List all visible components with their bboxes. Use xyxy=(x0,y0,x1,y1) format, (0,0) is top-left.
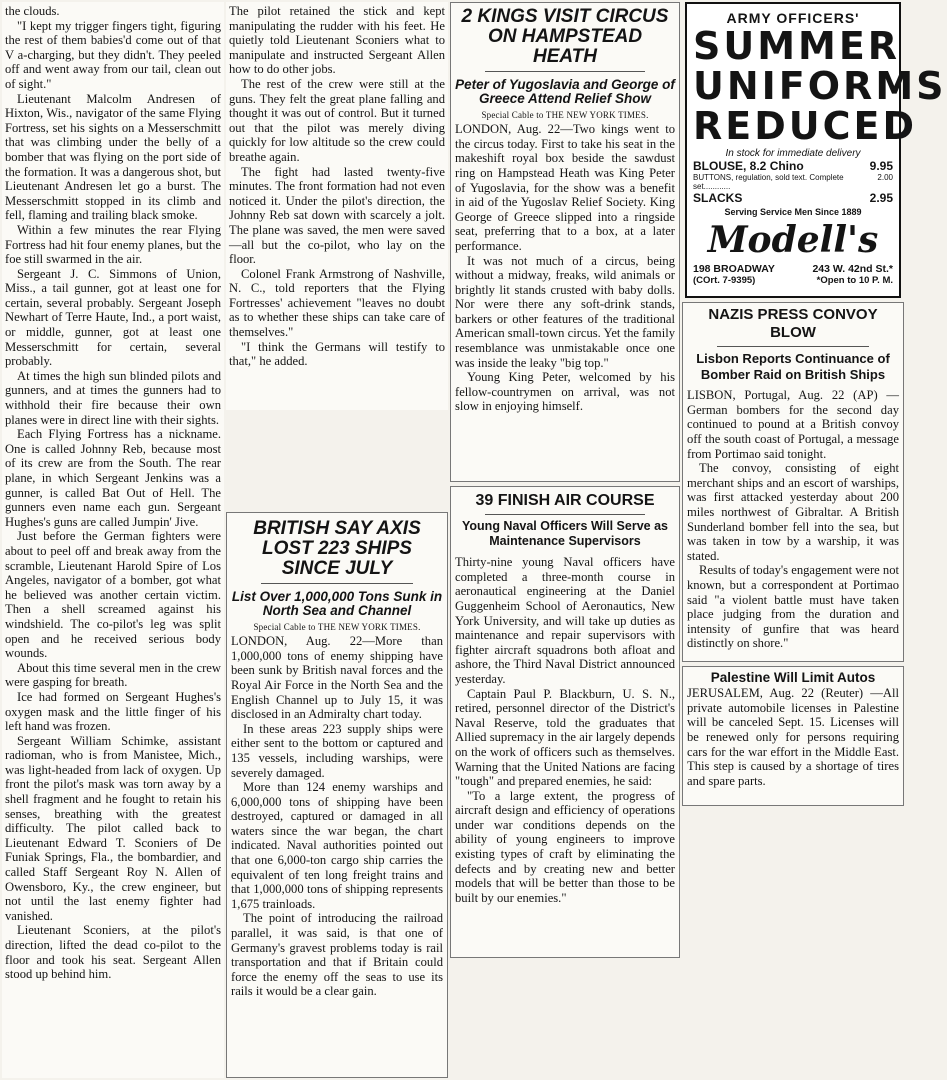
axis-dateline: Special Cable to THE NEW YORK TIMES. xyxy=(253,622,421,633)
ad-phone: (COrt. 7-9395) xyxy=(693,275,756,286)
ad-stock-note: In stock for immediate delivery xyxy=(725,148,861,159)
ad-slacks-label: SLACKS xyxy=(693,191,743,205)
paragraph: Within a few minutes the rear Flying Fortress had hit four enemy planes, but the foe still swarmed in the air. xyxy=(5,222,221,267)
kings-headline: 2 KINGS VISIT CIRCUS ON HAMPSTEAD HEATH xyxy=(461,6,669,67)
ad-slacks-price: 2.95 xyxy=(869,191,893,205)
paragraph: LONDON, Aug. 22—More than 1,000,000 tons of enemy shipping have been sunk by British naval forces and the Royal Air Force in the North Sea and the English Channel up to July 15, it was disclosed in an Admiralty chart today. xyxy=(231,634,443,722)
kings-article xyxy=(450,2,680,482)
palestine-headline: Palestine Will Limit Autos xyxy=(710,670,876,685)
paragraph: Results of today's engagement were not known, but a correspondent at Portimao said "a violent battle must have taken place judging from the duration and intensity of gunfire that was heard distinctly on shore." xyxy=(687,563,899,651)
ad-buttons-price: 2.00 xyxy=(877,173,893,182)
paragraph: At times the high sun blinded pilots and gunners, and at times the gunners had to withhold their fire because their own planes were in direct line with their sights. xyxy=(5,368,221,427)
ad-address-row xyxy=(693,263,893,275)
paragraph: "I think the Germans will testify to that," he added. xyxy=(229,339,445,369)
paragraph: JERUSALEM, Aug. 22 (Reuter) —All private automobile licenses in Palestine will be canceled Sept. 15. Licenses will be renewed only for persons requiring cars for the war effort in the Middle East. This step is caused by a shortage of tires and spare parts. xyxy=(687,686,899,788)
axis-headline: BRITISH SAY AXIS LOST 223 SHIPS SINCE JULY xyxy=(253,518,421,579)
divider xyxy=(261,583,413,584)
paragraph: Thirty-nine young Naval officers have completed a three-month course in aeronautical engineering at the Daniel Guggenheim School of Aeronautics, New York University, and will take up duties as maintenance and repair supervisors with fighter aircraft squadrons both afloat and ashore, the Third Naval District announced yesterday. xyxy=(455,555,675,686)
axis-body xyxy=(231,634,443,999)
divider xyxy=(485,514,645,515)
ad-address-right: 243 W. 42nd St.* xyxy=(812,263,893,275)
ad-slacks-row xyxy=(693,191,893,205)
paragraph: Sergeant J. C. Simmons of Union, Miss., a tail gunner, got at least one for certain, several probably. Sergeant Joseph Newhart of Terre Haute, Ind., a port waist, or middle, gunner, got at least one Messerschmitt for certain, several probably. xyxy=(5,266,221,369)
ad-blouse-label: BLOUSE, 8.2 Chino xyxy=(693,159,804,173)
paragraph: The rest of the crew were still at the guns. They felt the great plane falling and thought it was out of control. But it turned out that the pilot was merely diving quickly for low altitude so the crew could breathe again. xyxy=(229,76,445,164)
ad-blouse-row xyxy=(693,159,893,173)
paragraph: LONDON, Aug. 22—Two kings went to the circus today. First to take his seat in the makeshift royal box beside the sawdust ring on Hampstead Heath was King Peter of Yugoslavia, for the show was a benefit in aid of the Yugoslav Relief Society. King George of Greece slipped into a ringside seat, preferring that to a box, at a later performance. xyxy=(455,122,675,253)
ad-line-reduced: REDUCED xyxy=(693,104,918,148)
nazis-article xyxy=(682,302,904,662)
air-body xyxy=(455,555,675,905)
palestine-article xyxy=(682,666,904,806)
paragraph: Ice had formed on Sergeant Hughes's oxygen mask and the little finger of his left hand was frozen. xyxy=(5,689,221,734)
paragraph: The pilot retained the stick and kept manipulating the rudder with his feet. He quietly told Lieutenant Sconiers what to manipulate and instructed Sergeant Allen how to do other jobs. xyxy=(229,4,445,77)
ad-hours: *Open to 10 P. M. xyxy=(816,275,893,286)
paragraph: Each Flying Fortress has a nickname. One is called Johnny Reb, because most of its crew are from the South. The rear plane, in which Sergeant Jenkins was a gunner, is called Bat Out of Hell. The gunners even name each gun. Sergeant Hughes's guns are called Jumpin' Jive. xyxy=(5,427,221,529)
ad-address-left: 198 BROADWAY xyxy=(693,263,775,275)
col2-article xyxy=(229,4,445,369)
paragraph: About this time several men in the crew were gasping for breath. xyxy=(5,660,221,690)
ad-serving-line: Serving Service Men Since 1889 xyxy=(724,207,862,217)
axis-deck: List Over 1,000,000 Tons Sunk in North Sea and Channel xyxy=(231,588,443,618)
ad-blouse-price: 9.95 xyxy=(869,159,893,173)
paragraph: Sergeant William Schimke, assistant radioman, who is from Manistee, Mich., was light-headed from lack of oxygen. Up front the pilot's mask was torn away by a shell fragment and he fought to retain his senses, breathing with the greatest difficulty. The pilot called back to Lieutenant Edward T. Sconiers of De Funiak Springs, Fla., the bombardier, and called Staff Sergeant Roy N. Allen of Owensboro, Ky., the crew engineer, but not until the last enemy fighter had vanished. xyxy=(5,733,221,923)
paragraph: Young King Peter, welcomed by his fellow-countrymen on arrival, was not slow in enjoying himself. xyxy=(455,370,675,414)
modells-logo: Modell's xyxy=(707,219,879,261)
nazis-body xyxy=(687,388,899,651)
ad-buttons-row xyxy=(693,173,893,191)
ad-line-summer: SUMMER xyxy=(693,24,901,68)
ad-line-uniforms: UNIFORMS xyxy=(693,64,947,108)
palestine-body xyxy=(687,686,899,788)
paragraph: The fight had lasted twenty-five minutes. The front formation had not even noticed it. Under the pilot's direction, the Johnny Reb sat down with scarcely a jolt. The plane was saved, the men were saved—all but the co-pilot, who lay on the floor. xyxy=(229,164,445,267)
modells-advertisement xyxy=(685,2,947,298)
paragraph: the clouds. xyxy=(5,4,60,18)
paragraph: The convoy, consisting of eight merchant ships and an escort of warships, was first attacked yesterday about 200 miles northwest of Gibraltar. A British Sunderland bomber fell into the sea, but was taken in tow by a warship, it was stated. xyxy=(687,461,899,563)
paragraph: In these areas 223 supply ships were either sent to the bottom or captured and 135 vessels, including warships, were severely damaged. xyxy=(231,721,443,780)
paragraph: Lieutenant Sconiers, at the pilot's direction, lifted the dead co-pilot to the floor and took his seat. Sergeant Allen stood up behind him. xyxy=(5,923,221,982)
column-2-clip xyxy=(226,2,448,410)
paragraph: Colonel Frank Armstrong of Nashville, N. C., told reporters that the Flying Fortresses' achievement "leaves no doubt as to whether these ships can take care of themselves." xyxy=(229,266,445,340)
air-headline: 39 FINISH AIR COURSE xyxy=(475,492,655,509)
paragraph: It was not much of a circus, being without a midway, freaks, wild animals or brightly lit stands crusted with baby dolls. Nor were there any soft-drink stands, barkers or other features of the traditional American small-town circus. Yet the family resemblance was unmistakable once one was inside the leaky "big top." xyxy=(455,253,675,370)
ad-header: ARMY OFFICERS' xyxy=(726,10,860,26)
column-1-clip xyxy=(2,2,224,1078)
air-article xyxy=(450,486,680,958)
paragraph: The point of introducing the railroad parallel, it was said, is that one of Germany's gravest problems today is rail transportation and that if Britain could force the enemy off the seas to use its rails it would be a clear gain. xyxy=(231,911,443,999)
col1-article xyxy=(5,4,221,982)
divider xyxy=(485,71,645,72)
paragraph: Lieutenant Malcolm Andresen of Hixton, Wis., navigator of the same Flying Fortress, set his sights on a Messerschmitt that was climbing under the belly of a bomber that was flying on the port side of the formation. It was a dangerous shot, but Lieutenant Andresen let go a burst. The Messerschmitt stopped in its climb and fell, flaming and trailing black smoke. xyxy=(5,91,221,223)
air-deck: Young Naval Officers Will Serve as Maintenance Supervisors xyxy=(462,519,668,549)
kings-body xyxy=(455,122,675,414)
paragraph: "I kept my trigger fingers tight, figuring the rest of them babies'd come out of that V a-charging, but they didn't. They peeled off and went away from our tail, clean out of sight." xyxy=(5,18,221,91)
axis-article xyxy=(226,512,448,1078)
paragraph: LISBON, Portugal, Aug. 22 (AP) —German bombers for the second day continued to pound at a British convoy off the south coast of Portugal, a message from Portimao said tonight. xyxy=(687,388,899,461)
divider xyxy=(717,346,869,347)
paragraph: Captain Paul P. Blackburn, U. S. N., retired, personnel director of the District's Naval Reserve, told the graduates that Allied supremacy in the air largely depends on the work of officers such as themselves. Warning that the United Nations are facing "tough" and prepared enemies, he said: xyxy=(455,686,675,789)
nazis-headline: NAZIS PRESS CONVOY BLOW xyxy=(708,306,878,341)
kings-dateline: Special Cable to THE NEW YORK TIMES. xyxy=(481,110,649,121)
nazis-deck: Lisbon Reports Continuance of Bomber Raid on British Ships xyxy=(696,351,890,382)
ad-phone-row xyxy=(693,275,893,286)
paragraph: Just before the German fighters were about to peel off and break away from the scramble, Lieutenant Harold Spire of Los Angeles, navigator of a bomber, got what he believed was another certain victim. Then a shell screamed against his windshield. The co-pilot's leg was split open and he received serious body wounds. xyxy=(5,529,221,661)
ad-buttons-label: BUTTONS, regulation, sold text. Complete set............ xyxy=(693,173,844,191)
paragraph: "To a large extent, the progress of aircraft design and efficiency of operations under war conditions depends on the ability of young engineers to improve existing types of craft by eliminating the defects and by creating new and better models that will be better than those to be built by our enemies." xyxy=(455,788,675,905)
paragraph: More than 124 enemy warships and 6,000,000 tons of shipping have been destroyed, captured or damaged in all waters since the war began, the chart indicated. Naval authorities pointed out that one 6,000-ton cargo ship carries the equivalent of ten long freight trains and that 1,000,000 tons of shipping represents 1,675 trainloads. xyxy=(231,780,443,911)
kings-deck: Peter of Yugoslavia and George of Greece Attend Relief Show xyxy=(455,76,675,106)
